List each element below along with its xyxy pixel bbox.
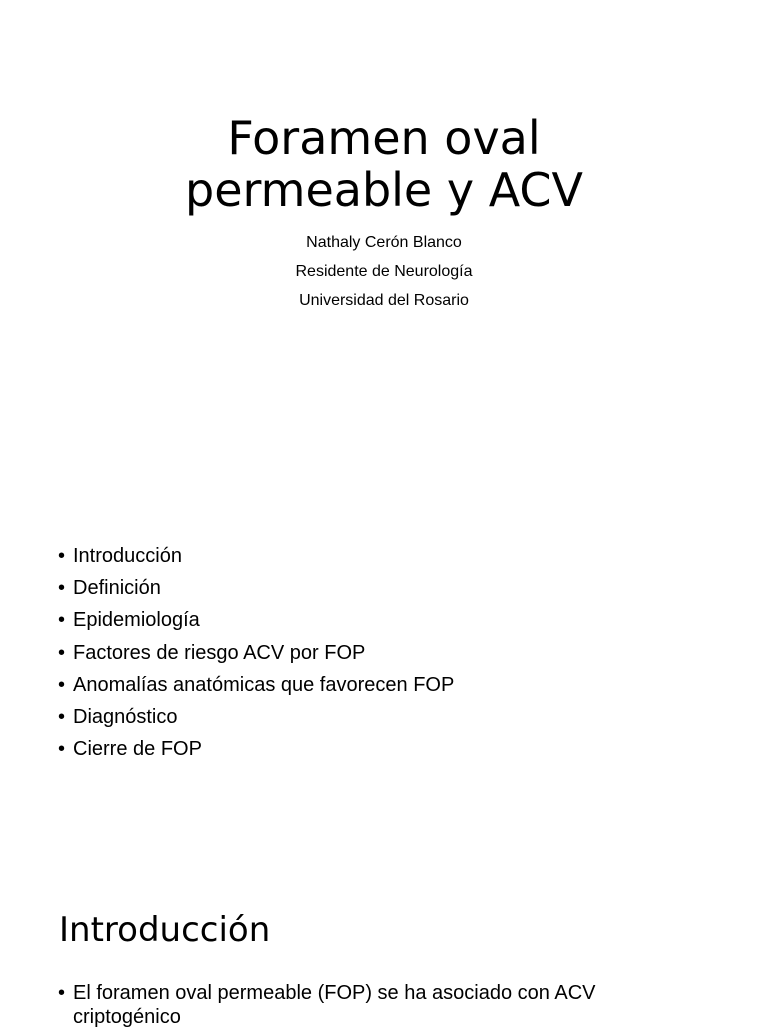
author-name: Nathaly Cerón Blanco xyxy=(306,234,462,251)
intro-bullet-list xyxy=(58,981,618,1029)
author-role: Residente de Neurología xyxy=(295,263,473,280)
agenda-item: • Epidemiología xyxy=(58,604,768,636)
agenda-item: • Cierre de FOP xyxy=(58,733,768,765)
agenda-item: • Introducción xyxy=(58,540,768,572)
presentation-title xyxy=(0,112,768,216)
agenda-slide xyxy=(0,540,768,800)
agenda-item: • Diagnóstico xyxy=(58,701,768,733)
agenda-item: • Factores de riesgo ACV por FOP xyxy=(58,637,768,669)
agenda-item: • Anomalías anatómicas que favorecen FOP xyxy=(58,669,768,701)
title-slide xyxy=(0,0,768,400)
title-line-1: Foramen oval xyxy=(227,111,541,165)
agenda-list xyxy=(0,540,768,765)
agenda-item: • Definición xyxy=(58,572,768,604)
section-heading: Introducción xyxy=(59,910,271,950)
intro-bullet: • El foramen oval permeable (FOP) se ha asociado con ACV criptogénico xyxy=(58,981,618,1029)
author-institution: Universidad del Rosario xyxy=(299,292,469,309)
title-line-2: permeable y ACV xyxy=(185,163,583,217)
subtitle-block xyxy=(0,228,768,315)
intro-slide xyxy=(0,900,768,1028)
